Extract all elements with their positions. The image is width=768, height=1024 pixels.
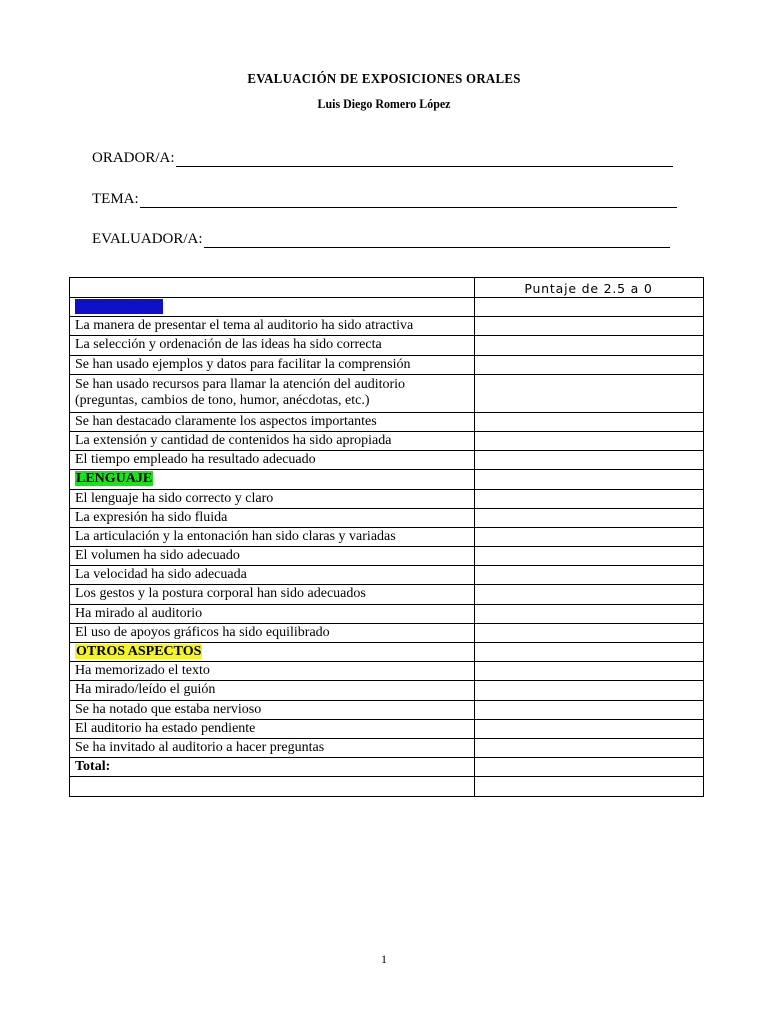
table-row: [70, 508, 704, 527]
table-row: [70, 700, 704, 719]
table-row: [70, 374, 704, 412]
score-cell[interactable]: [475, 374, 704, 412]
criterion-text: Ha memorizado el texto: [70, 662, 475, 681]
criterion-text: La selección y ordenación de las ideas ha sido correcta: [70, 336, 475, 355]
section-title-lenguaje: LENGUAJE: [76, 471, 153, 487]
criterion-text: El auditorio ha estado pendiente: [70, 719, 475, 738]
score-cell[interactable]: [475, 470, 704, 489]
score-cell[interactable]: [475, 700, 704, 719]
orador-field: [92, 147, 673, 167]
table-row: [70, 681, 704, 700]
tema-blank-line[interactable]: [140, 193, 677, 208]
criteria-header-cell: [70, 278, 475, 298]
criterion-text: Se han destacado claramente los aspectos importantes: [70, 412, 475, 431]
criterion-text: La manera de presentar el tema al auditorio ha sido atractiva: [70, 317, 475, 336]
table-row: [70, 547, 704, 566]
orador-label: ORADOR/A:: [92, 150, 175, 166]
section-title-contenido: CONTENIDO: [76, 299, 163, 314]
total-row: [70, 758, 704, 777]
score-cell[interactable]: [475, 623, 704, 642]
table-row: [70, 412, 704, 431]
criterion-text: El uso de apoyos gráficos ha sido equilibrado: [70, 623, 475, 642]
table-row: [70, 355, 704, 374]
table-row: [70, 662, 704, 681]
table-row: [70, 623, 704, 642]
score-cell[interactable]: [475, 643, 704, 662]
score-cell[interactable]: [475, 527, 704, 546]
section-title-otros: OTROS ASPECTOS: [76, 644, 202, 659]
table-row: [70, 317, 704, 336]
criterion-text: El volumen ha sido adecuado: [70, 547, 475, 566]
criterion-text: El tiempo empleado ha resultado adecuado: [70, 451, 475, 470]
criterion-text: Se ha invitado al auditorio a hacer preguntas: [70, 738, 475, 757]
score-cell[interactable]: [475, 298, 704, 317]
score-cell[interactable]: [475, 719, 704, 738]
criterion-text: La articulación y la entonación han sido claras y variadas: [70, 527, 475, 546]
score-cell[interactable]: [475, 355, 704, 374]
score-cell[interactable]: [475, 662, 704, 681]
page-number: 1: [381, 952, 387, 966]
section-row-lenguaje: [70, 470, 704, 489]
total-label: Total:: [70, 758, 475, 777]
document-title: EVALUACIÓN DE EXPOSICIONES ORALES: [247, 72, 521, 87]
evaluador-label: EVALUADOR/A:: [92, 231, 203, 247]
score-cell[interactable]: [475, 317, 704, 336]
section-row-otros: [70, 643, 704, 662]
table-row: [70, 489, 704, 508]
total-score-cell[interactable]: [475, 758, 704, 777]
score-cell[interactable]: [475, 451, 704, 470]
table-row: [70, 719, 704, 738]
author-name: Luis Diego Romero López: [317, 96, 451, 111]
tema-field: [92, 188, 677, 208]
table-row: [70, 527, 704, 546]
score-cell[interactable]: [475, 489, 704, 508]
criterion-text: El lenguaje ha sido correcto y claro: [70, 489, 475, 508]
table-row: [70, 566, 704, 585]
score-cell[interactable]: [475, 336, 704, 355]
score-header: Puntaje de 2.5 a 0: [475, 278, 704, 298]
score-cell[interactable]: [475, 585, 704, 604]
criterion-text: Se han usado ejemplos y datos para facilitar la comprensión: [70, 355, 475, 374]
score-cell[interactable]: [475, 547, 704, 566]
criterion-text: La expresión ha sido fluida: [70, 508, 475, 527]
evaluador-blank-line[interactable]: [204, 233, 670, 248]
score-cell[interactable]: [475, 431, 704, 450]
criterion-text: Ha mirado al auditorio: [70, 604, 475, 623]
table-row: [70, 738, 704, 757]
section-row-contenido: [70, 298, 704, 317]
table-header-row: [70, 278, 704, 298]
criterion-text: La velocidad ha sido adecuada: [70, 566, 475, 585]
score-cell[interactable]: [475, 738, 704, 757]
orador-blank-line[interactable]: [176, 152, 673, 167]
score-cell[interactable]: [475, 508, 704, 527]
score-cell[interactable]: [475, 566, 704, 585]
table-row: [70, 431, 704, 450]
criterion-text: Los gestos y la postura corporal han sido adecuados: [70, 585, 475, 604]
table-row: [70, 336, 704, 355]
tema-label: TEMA:: [92, 191, 139, 207]
score-cell[interactable]: [475, 604, 704, 623]
criterion-text: La extensión y cantidad de contenidos ha sido apropiada: [70, 431, 475, 450]
table-row: [70, 604, 704, 623]
score-cell[interactable]: [475, 412, 704, 431]
score-cell[interactable]: [475, 681, 704, 700]
criterion-text: Ha mirado/leído el guión: [70, 681, 475, 700]
criterion-text: Se han usado recursos para llamar la atención del auditorio (preguntas, cambios de tono, humor, anécdotas, etc.): [70, 374, 475, 412]
table-row: [70, 451, 704, 470]
evaluation-table: [69, 277, 704, 797]
evaluador-field: [92, 228, 670, 248]
criterion-text: Se ha notado que estaba nervioso: [70, 700, 475, 719]
blank-row: [70, 777, 704, 797]
table-row: [70, 585, 704, 604]
